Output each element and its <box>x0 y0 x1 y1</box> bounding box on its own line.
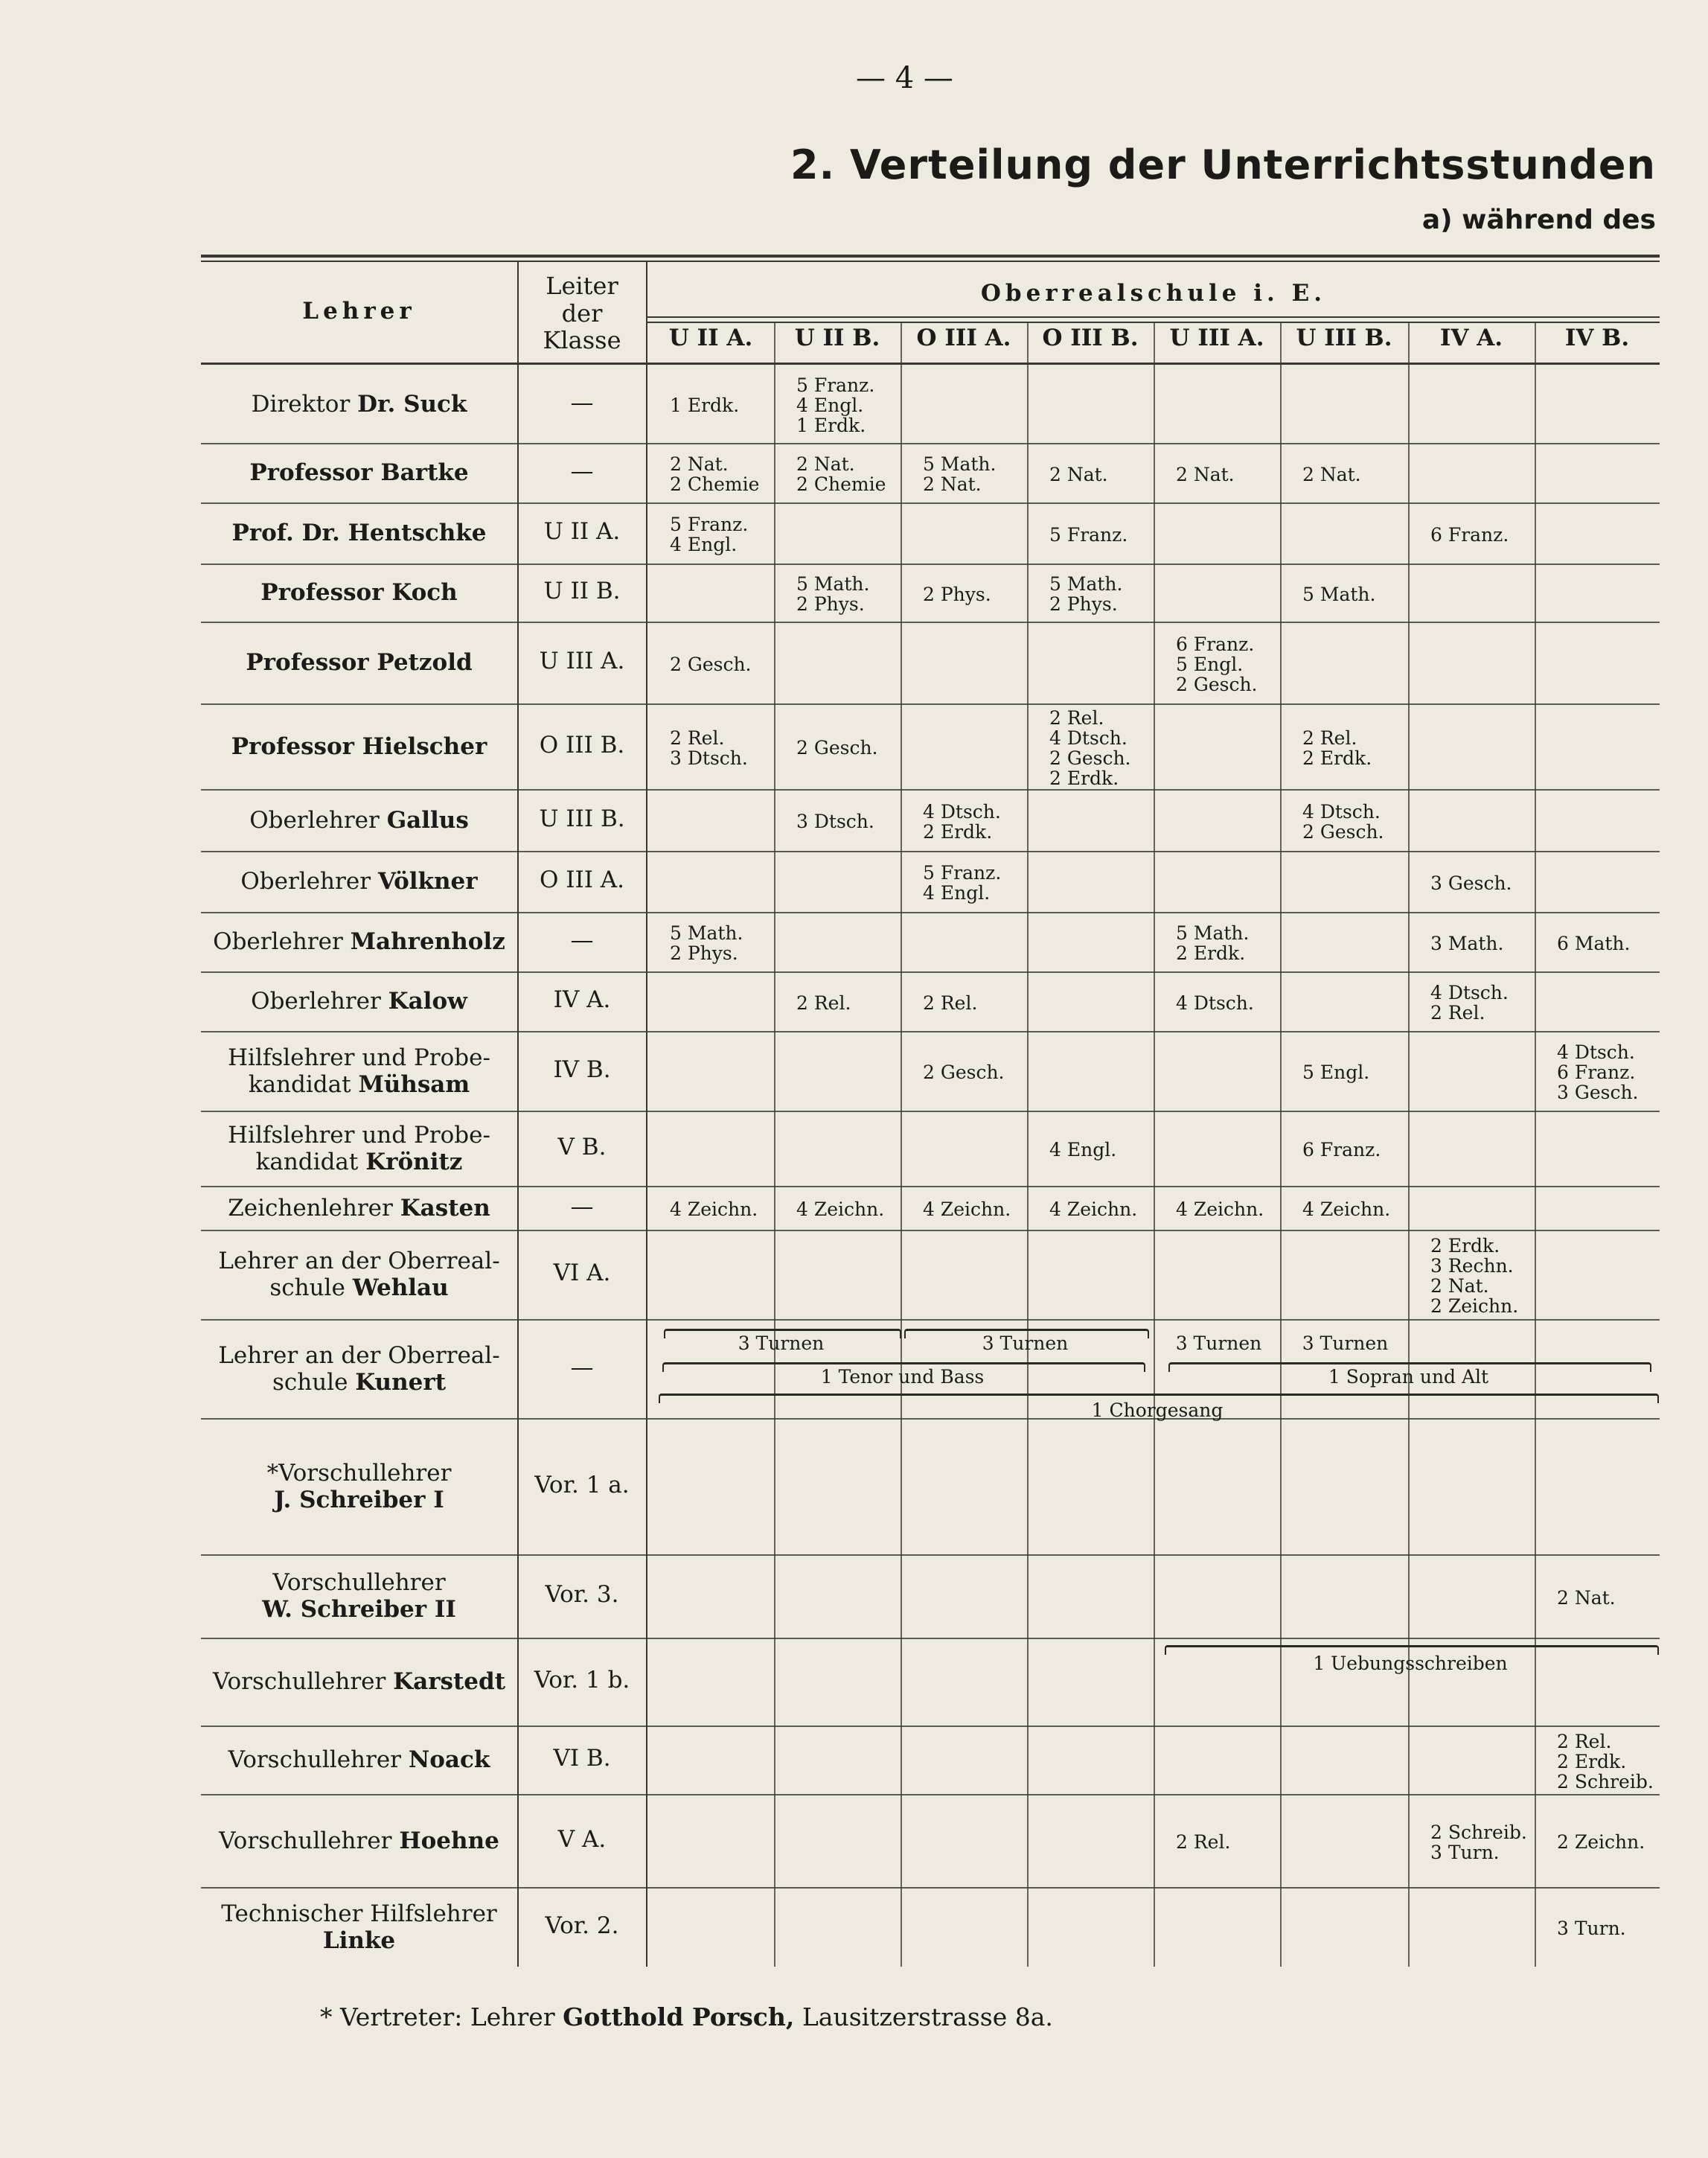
row-divider <box>201 622 1660 623</box>
lesson-entry: 6 Franz. <box>1302 1139 1381 1161</box>
lesson-entry: 2 Chemie <box>796 473 886 495</box>
lesson-cell <box>1557 933 1630 954</box>
lesson-cell <box>1557 1731 1654 1792</box>
lesson-cell <box>1430 873 1512 893</box>
lesson-entry: 5 Math. <box>1049 573 1123 595</box>
lesson-entry: 3 Rechn. <box>1430 1255 1514 1277</box>
lesson-cell <box>796 1199 884 1219</box>
lesson-cell <box>923 802 1001 842</box>
lesson-cell <box>1049 465 1108 485</box>
class-leader: U II B. <box>543 578 621 604</box>
lesson-entry: 2 Phys. <box>796 593 865 615</box>
lesson-entry: 2 Nat. <box>1557 1586 1616 1609</box>
teacher-name: Hilfslehrer und Probe- kandidat Krönitz <box>228 1121 490 1175</box>
lesson-cell <box>923 863 1001 903</box>
span-sopran-alt: 1 Sopran und Alt <box>1328 1366 1489 1388</box>
header-klasse: Klasse <box>543 326 621 354</box>
lesson-cell <box>923 584 991 604</box>
lesson-cell <box>923 1199 1011 1219</box>
teacher-surname: Professor Koch <box>260 579 458 606</box>
lesson-entry: 2 Rel. <box>796 992 851 1014</box>
lesson-cell <box>670 1199 758 1219</box>
lesson-entry: 5 Franz. <box>923 862 1002 884</box>
teacher-surname: J. Schreiber I <box>274 1486 444 1513</box>
teacher-name: Zeichenlehrer Kasten <box>228 1194 490 1222</box>
span-turnen-b: 3 Turnen <box>982 1332 1069 1354</box>
lesson-entry: 4 Dtsch. <box>1176 992 1254 1014</box>
lesson-cell <box>1430 933 1503 954</box>
lesson-cell <box>796 738 878 758</box>
teacher-name: Lehrer an der Oberreal- schule Wehlau <box>218 1248 500 1301</box>
teacher-name: Oberlehrer Gallus <box>249 806 469 834</box>
teacher-surname: Kunert <box>355 1368 447 1396</box>
teacher-name <box>201 459 517 486</box>
row-divider <box>201 851 1660 852</box>
column-header: IV B. <box>1564 325 1630 351</box>
class-leader: Vor. 1 b. <box>534 1667 630 1693</box>
lesson-entry: 2 Nat. <box>1176 463 1235 485</box>
class-leader: U III B. <box>539 805 625 832</box>
lesson-entry: 5 Math. <box>1302 583 1376 605</box>
teacher-surname: Karstedt <box>393 1668 506 1695</box>
span-turnen-a: 3 Turnen <box>738 1332 825 1354</box>
lesson-entry: 3 Dtsch. <box>796 811 874 832</box>
lesson-cell <box>796 993 851 1013</box>
lesson-entry: 2 Nat. <box>670 453 729 475</box>
footnote-name: Gotthold Porsch, <box>563 2002 795 2031</box>
teacher-surname: Dr. Suck <box>357 390 467 418</box>
lesson-cell <box>1049 1140 1116 1160</box>
lesson-entry: 6 Franz. <box>1557 1062 1636 1083</box>
lesson-entry: 2 Zeichn. <box>1430 1295 1519 1317</box>
class-leader: — <box>570 1353 594 1381</box>
lesson-entry: 2 Rel. <box>1176 1831 1231 1853</box>
footnote-pre: * Vertreter: Lehrer <box>320 2002 555 2031</box>
page-subheading: a) während des <box>1421 205 1656 235</box>
class-leader: — <box>570 1193 594 1220</box>
row-divider <box>201 1554 1660 1556</box>
teacher-surname: Wehlau <box>352 1274 449 1301</box>
teacher-surname: Kalow <box>388 988 467 1015</box>
row-divider <box>201 1794 1660 1795</box>
lesson-cell <box>1430 1822 1527 1862</box>
lesson-entry: 4 Zeichn. <box>1302 1198 1391 1220</box>
lesson-entry: 3 Gesch. <box>1430 872 1512 894</box>
lesson-cell <box>1176 993 1254 1013</box>
lesson-entry: 4 Engl. <box>796 395 864 416</box>
teacher-surname: W. Schreiber II <box>262 1596 456 1623</box>
column-divider <box>901 322 902 1967</box>
column-header: U III B. <box>1296 325 1392 351</box>
teacher-surname: Kasten <box>400 1194 490 1222</box>
row-divider <box>201 703 1660 705</box>
lesson-entry: 5 Engl. <box>1176 653 1244 675</box>
teacher-name: Lehrer an der Oberreal- schule Kunert <box>218 1341 500 1396</box>
lesson-entry: 2 Rel. <box>923 992 978 1014</box>
teacher-name: Vorschullehrer W. Schreiber II <box>262 1569 456 1623</box>
class-leader: U II A. <box>543 518 621 545</box>
teacher-name: *Vorschullehrer J. Schreiber I <box>266 1459 452 1513</box>
lesson-entry: 4 Dtsch. <box>923 800 1001 823</box>
lesson-entry: 4 Dtsch. <box>1302 800 1381 823</box>
class-leader: O III B. <box>539 731 625 759</box>
lesson-cell <box>1049 525 1128 545</box>
class-leader: IV B. <box>553 1056 611 1083</box>
row-divider <box>201 912 1660 913</box>
row-divider <box>201 443 1660 444</box>
column-header: U II A. <box>668 325 753 351</box>
lesson-cell <box>670 923 743 963</box>
row-divider <box>201 1031 1660 1032</box>
column-header: O III A. <box>916 325 1011 351</box>
lesson-cell <box>1302 802 1384 842</box>
lesson-entry: 3 Dtsch. <box>670 747 748 769</box>
class-leader: — <box>570 389 594 416</box>
column-divider <box>1535 322 1536 1967</box>
row-divider <box>201 789 1660 791</box>
teacher-name <box>201 649 517 676</box>
row-divider <box>201 1111 1660 1112</box>
lesson-cell <box>1430 983 1509 1023</box>
lesson-entry: 4 Dtsch. <box>1557 1041 1635 1063</box>
lesson-entry: 5 Engl. <box>1302 1062 1370 1083</box>
lesson-entry: 2 Gesch. <box>1049 747 1131 769</box>
lesson-entry: 2 Erdk. <box>1302 747 1372 769</box>
teacher-surname: Mühsam <box>358 1070 470 1098</box>
teacher-surname: Prof. Dr. Hentschke <box>231 520 487 546</box>
span-turnen-c: 3 Turnen <box>1175 1332 1262 1354</box>
lesson-entry: 2 Erdk. <box>1557 1750 1627 1772</box>
teacher-surname: Professor Hielscher <box>231 732 487 760</box>
row-divider <box>201 564 1660 565</box>
lesson-entry: 2 Erdk. <box>1176 942 1246 964</box>
teacher-surname: Mahrenholz <box>350 928 505 955</box>
lesson-cell <box>796 375 874 435</box>
lesson-entry: 4 Dtsch. <box>1430 982 1509 1003</box>
teacher-name: Oberlehrer Völkner <box>240 868 478 895</box>
lesson-cell <box>670 728 748 768</box>
lesson-entry: 3 Gesch. <box>1557 1082 1639 1103</box>
class-leader: VI A. <box>553 1260 611 1286</box>
lesson-entry: 6 Franz. <box>1176 633 1255 655</box>
teacher-name: Oberlehrer Mahrenholz <box>213 928 505 955</box>
lesson-cell <box>1176 1199 1264 1219</box>
teacher-name: Vorschullehrer Karstedt <box>212 1668 506 1695</box>
teacher-surname: Krönitz <box>365 1148 463 1175</box>
lesson-cell <box>1430 1236 1518 1316</box>
lesson-cell <box>1302 1199 1390 1219</box>
lesson-entry: 4 Zeichn. <box>1176 1198 1264 1220</box>
lesson-entry: 4 Zeichn. <box>670 1198 758 1220</box>
lesson-cell <box>1557 1588 1616 1608</box>
lesson-entry: 2 Rel. <box>1557 1730 1612 1752</box>
row-divider <box>201 1230 1660 1231</box>
lesson-entry: 2 Zeichn. <box>1557 1831 1645 1853</box>
header-leiter: Leiter <box>546 272 618 300</box>
lesson-cell <box>1049 708 1131 788</box>
page-number: — 4 — <box>856 61 953 95</box>
lesson-entry: 4 Zeichn. <box>923 1198 1011 1220</box>
lesson-entry: 6 Franz. <box>1430 523 1509 546</box>
column-divider <box>1154 322 1155 1967</box>
lesson-entry: 2 Gesch. <box>1302 820 1384 843</box>
lesson-cell <box>670 454 759 494</box>
class-leader: VI B. <box>553 1745 611 1772</box>
lesson-entry: 4 Engl. <box>670 534 738 555</box>
lesson-cell <box>670 395 739 415</box>
lesson-entry: 4 Engl. <box>1049 1139 1117 1161</box>
lesson-entry: 1 Erdk. <box>796 415 866 436</box>
lesson-entry: 2 Nat. <box>1302 463 1361 485</box>
lesson-cell <box>923 1062 1005 1082</box>
lesson-entry: 2 Nat. <box>1430 1275 1489 1297</box>
column-header: O III B. <box>1042 325 1139 351</box>
column-divider <box>1027 322 1029 1967</box>
footnote-post: Lausitzerstrasse 8a. <box>802 2002 1053 2031</box>
lesson-cell <box>670 514 748 555</box>
lesson-entry: 2 Rel. <box>670 727 725 749</box>
row-divider <box>201 502 1660 504</box>
page-heading: 2. Verteilung der Unterrichtsstunden <box>790 141 1656 188</box>
span-chorgesang: 1 Chorgesang <box>1091 1399 1224 1421</box>
lesson-entry: 4 Zeichn. <box>796 1198 885 1220</box>
lesson-entry: 2 Phys. <box>1049 593 1118 615</box>
lesson-entry: 5 Math. <box>923 453 997 475</box>
lesson-cell <box>1557 1918 1626 1938</box>
class-leader: V A. <box>557 1825 607 1853</box>
lesson-cell <box>1430 525 1509 545</box>
teacher-name: Hilfslehrer und Probe- kandidat Mühsam <box>228 1044 490 1098</box>
lesson-entry: 2 Nat. <box>1049 463 1108 485</box>
span-uebungsschreiben: 1 Uebungsschreiben <box>1313 1653 1508 1674</box>
lesson-cell <box>1302 584 1375 604</box>
lesson-entry: 2 Gesch. <box>796 737 878 759</box>
lesson-entry: 2 Phys. <box>923 583 991 605</box>
row-divider <box>201 971 1660 973</box>
teacher-name <box>201 579 517 606</box>
lesson-entry: 2 Gesch. <box>1176 673 1258 695</box>
lesson-cell <box>1176 465 1235 485</box>
lesson-cell <box>1302 465 1361 485</box>
row-divider <box>201 1887 1660 1889</box>
teacher-name: Direktor Dr. Suck <box>251 390 467 418</box>
lesson-cell <box>670 654 752 674</box>
lesson-entry: 5 Math. <box>1176 922 1250 944</box>
class-leader: — <box>570 927 594 954</box>
lesson-entry: 3 Turn. <box>1430 1841 1500 1863</box>
lesson-entry: 4 Zeichn. <box>1049 1198 1138 1220</box>
teacher-surname: Linke <box>322 1926 396 1954</box>
row-divider <box>201 1726 1660 1727</box>
teacher-name: Vorschullehrer Hoehne <box>219 1827 499 1854</box>
lesson-cell <box>1302 1140 1381 1160</box>
lesson-entry: 4 Dtsch. <box>1049 727 1128 749</box>
header-oberrealschule: Oberrealschule i. E. <box>980 280 1327 307</box>
lesson-cell <box>1302 1062 1369 1082</box>
lesson-entry: 3 Math. <box>1430 932 1504 954</box>
lesson-entry: 5 Franz. <box>670 514 749 535</box>
teacher-surname: Noack <box>408 1746 490 1773</box>
lesson-entry: 2 Erdk. <box>1430 1235 1500 1257</box>
column-header: U III A. <box>1169 325 1264 351</box>
lesson-entry: 5 Math. <box>796 573 870 595</box>
teacher-surname: Professor Bartke <box>249 459 469 486</box>
lesson-entry: 2 Rel. <box>1049 706 1104 729</box>
lesson-cell <box>1176 634 1258 695</box>
lesson-entry: 2 Erdk. <box>1049 767 1119 789</box>
row-divider <box>201 1319 1660 1321</box>
class-leader: O III A. <box>539 866 625 893</box>
lesson-entry: 2 Gesch. <box>670 653 752 675</box>
lesson-entry: 2 Schreib. <box>1430 1821 1527 1843</box>
lesson-entry: 1 Erdk. <box>670 395 740 416</box>
lesson-entry: 2 Chemie <box>670 473 760 495</box>
lesson-cell <box>1176 1832 1230 1852</box>
row-divider <box>201 1186 1660 1187</box>
span-turnen-d: 3 Turnen <box>1302 1332 1389 1354</box>
footnote <box>320 2002 1053 2031</box>
class-leader: — <box>570 458 594 485</box>
teacher-name <box>201 733 517 760</box>
lesson-entry: 2 Nat. <box>923 473 982 495</box>
teacher-surname: Völkner <box>377 868 478 895</box>
lesson-entry: 5 Franz. <box>1049 523 1128 546</box>
lesson-cell <box>923 993 977 1013</box>
teacher-surname: Gallus <box>386 806 469 834</box>
teacher-name <box>201 520 517 546</box>
column-divider <box>1408 322 1410 1967</box>
teacher-surname: Hoehne <box>399 1827 499 1854</box>
class-leader: V B. <box>557 1133 607 1161</box>
lesson-entry: 2 Schreib. <box>1557 1770 1654 1793</box>
column-header: IV A. <box>1439 325 1503 351</box>
lesson-entry: 2 Erdk. <box>923 820 993 843</box>
lesson-entry: 3 Turn. <box>1557 1918 1626 1939</box>
lesson-entry: 2 Rel. <box>1302 727 1357 749</box>
teacher-name: Oberlehrer Kalow <box>251 988 467 1015</box>
lesson-entry: 2 Gesch. <box>923 1062 1005 1083</box>
lesson-cell <box>1557 1042 1639 1102</box>
lesson-cell <box>796 811 874 831</box>
lesson-cell <box>1049 1199 1137 1219</box>
class-leader: IV A. <box>553 986 611 1013</box>
column-divider <box>1280 322 1282 1967</box>
lesson-entry: 6 Math. <box>1557 932 1631 954</box>
lesson-cell <box>1557 1832 1645 1852</box>
lesson-entry: 2 Phys. <box>670 942 738 964</box>
lesson-entry: 2 Rel. <box>1430 1002 1485 1024</box>
teacher-name: Vorschullehrer Noack <box>228 1746 490 1773</box>
lesson-cell <box>1176 923 1249 963</box>
column-header: U II B. <box>794 325 880 351</box>
lesson-cell <box>923 454 996 494</box>
lesson-cell <box>1302 728 1372 768</box>
class-leader: U III A. <box>539 648 625 674</box>
span-tenor-bass: 1 Tenor und Bass <box>820 1366 985 1388</box>
column-divider <box>774 322 775 1967</box>
row-divider <box>201 1638 1660 1639</box>
teacher-name: Technischer Hilfslehrer Linke <box>221 1900 497 1954</box>
lesson-entry: 2 Nat. <box>796 453 855 475</box>
lesson-cell <box>796 454 886 494</box>
lesson-entry: 5 Franz. <box>796 374 875 396</box>
header-teacher: Lehrer <box>302 298 416 325</box>
lesson-entry: 5 Math. <box>670 922 743 944</box>
lesson-cell <box>1049 574 1122 614</box>
lesson-cell <box>796 574 869 614</box>
class-leader: Vor. 2. <box>545 1912 619 1939</box>
lesson-entry: 4 Engl. <box>923 882 991 904</box>
teacher-surname: Professor Petzold <box>246 649 473 676</box>
class-leader: Vor. 3. <box>545 1581 619 1608</box>
header-der: der <box>561 299 603 328</box>
class-leader: Vor. 1 a. <box>534 1471 630 1498</box>
